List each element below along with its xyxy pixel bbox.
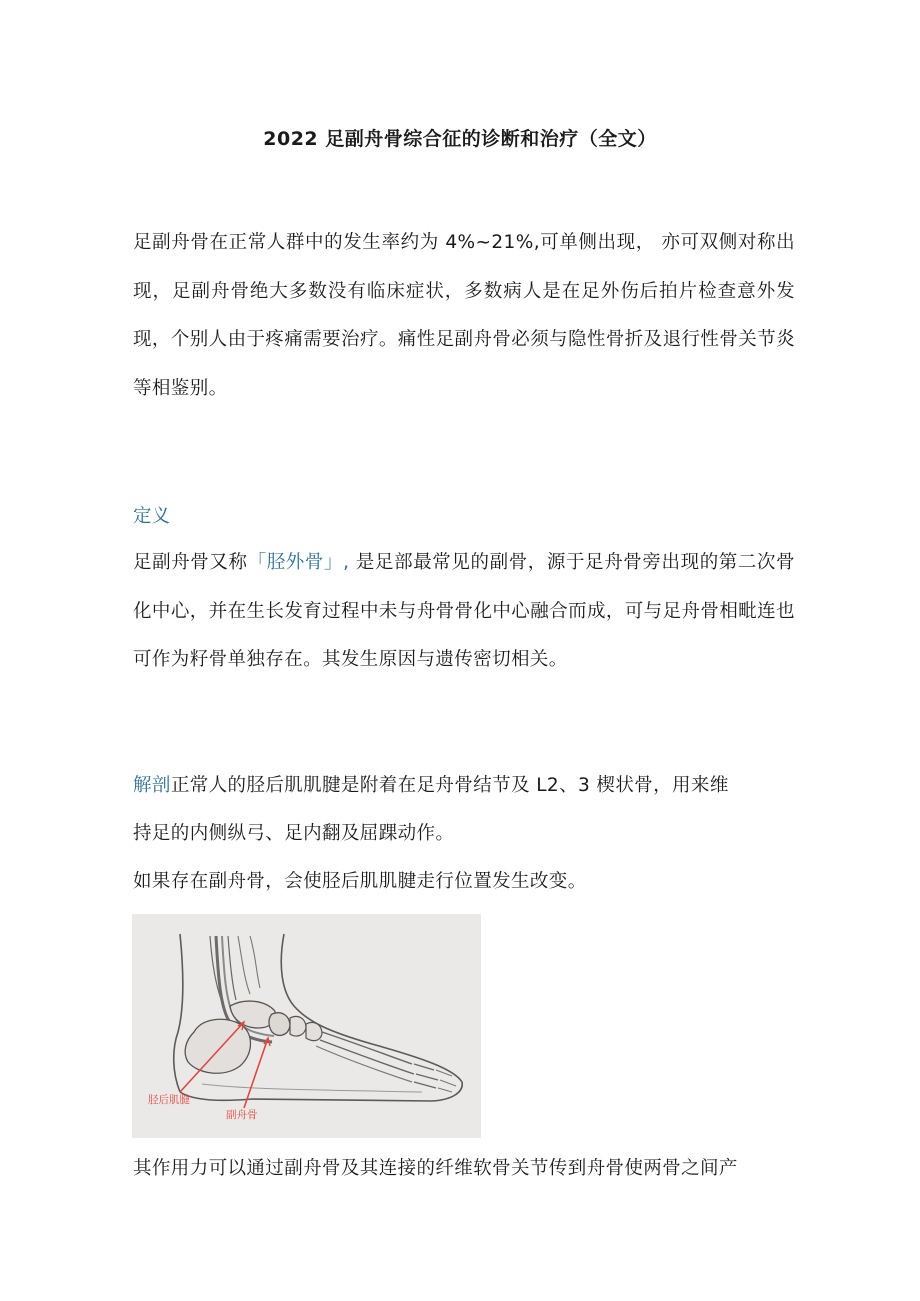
document-title: 2022 足副舟骨综合征的诊断和治疗（全文） [263,128,657,150]
definition-paragraph [133,539,795,685]
foot-anatomy-illustration [132,914,481,1138]
anatomy-line-1 [133,774,729,798]
definition-text-after: 是足部最常见的副骨，源于足舟骨旁出现的第二次骨化中心，并在生长发育过程中未与舟骨骨化中心融合而成，可与足舟骨相毗连也可作为籽骨单独存在。其发生原因与遗传密切相关。 [133,552,796,670]
definition-heading: 定义 [133,506,171,527]
label-tibialis-tendon: 胫后肌腱 [148,1094,190,1106]
anatomy-heading: 解剖 [133,775,171,796]
anatomy-text-1: 正常人的胫后肌肌腱是附着在足舟骨结节及 L2、3 楔状骨，用来维 [170,775,729,796]
intro-paragraph: 足副舟骨在正常人群中的发生率约为 4%~21%,可单侧出现， 亦可双侧对称出现，足副舟骨绝大多数没有临床症状，多数病人是在足外伤后拍片检查意外发现，个别人由于疼痛需要治疗。痛性足副舟骨必须与隐性骨折及退行性骨关节炎等相鉴别。 [133,232,795,399]
closing-line: 其作用力可以通过副舟骨及其连接的纤维软骨关节传到舟骨使两骨之间产 [133,1158,738,1179]
anatomy-line-3: 如果存在副舟骨，会使胫后肌肌腱走行位置发生改变。 [133,871,587,892]
anatomy-line-2: 持足的内侧纵弓、足内翻及屈踝动作。 [133,823,455,844]
definition-text-before: 足副舟骨又称 [133,552,248,573]
foot-sketch [132,914,481,1138]
label-accessory-navicular: 副舟骨 [226,1109,258,1121]
definition-highlight: 「胫外骨」, [247,552,350,573]
